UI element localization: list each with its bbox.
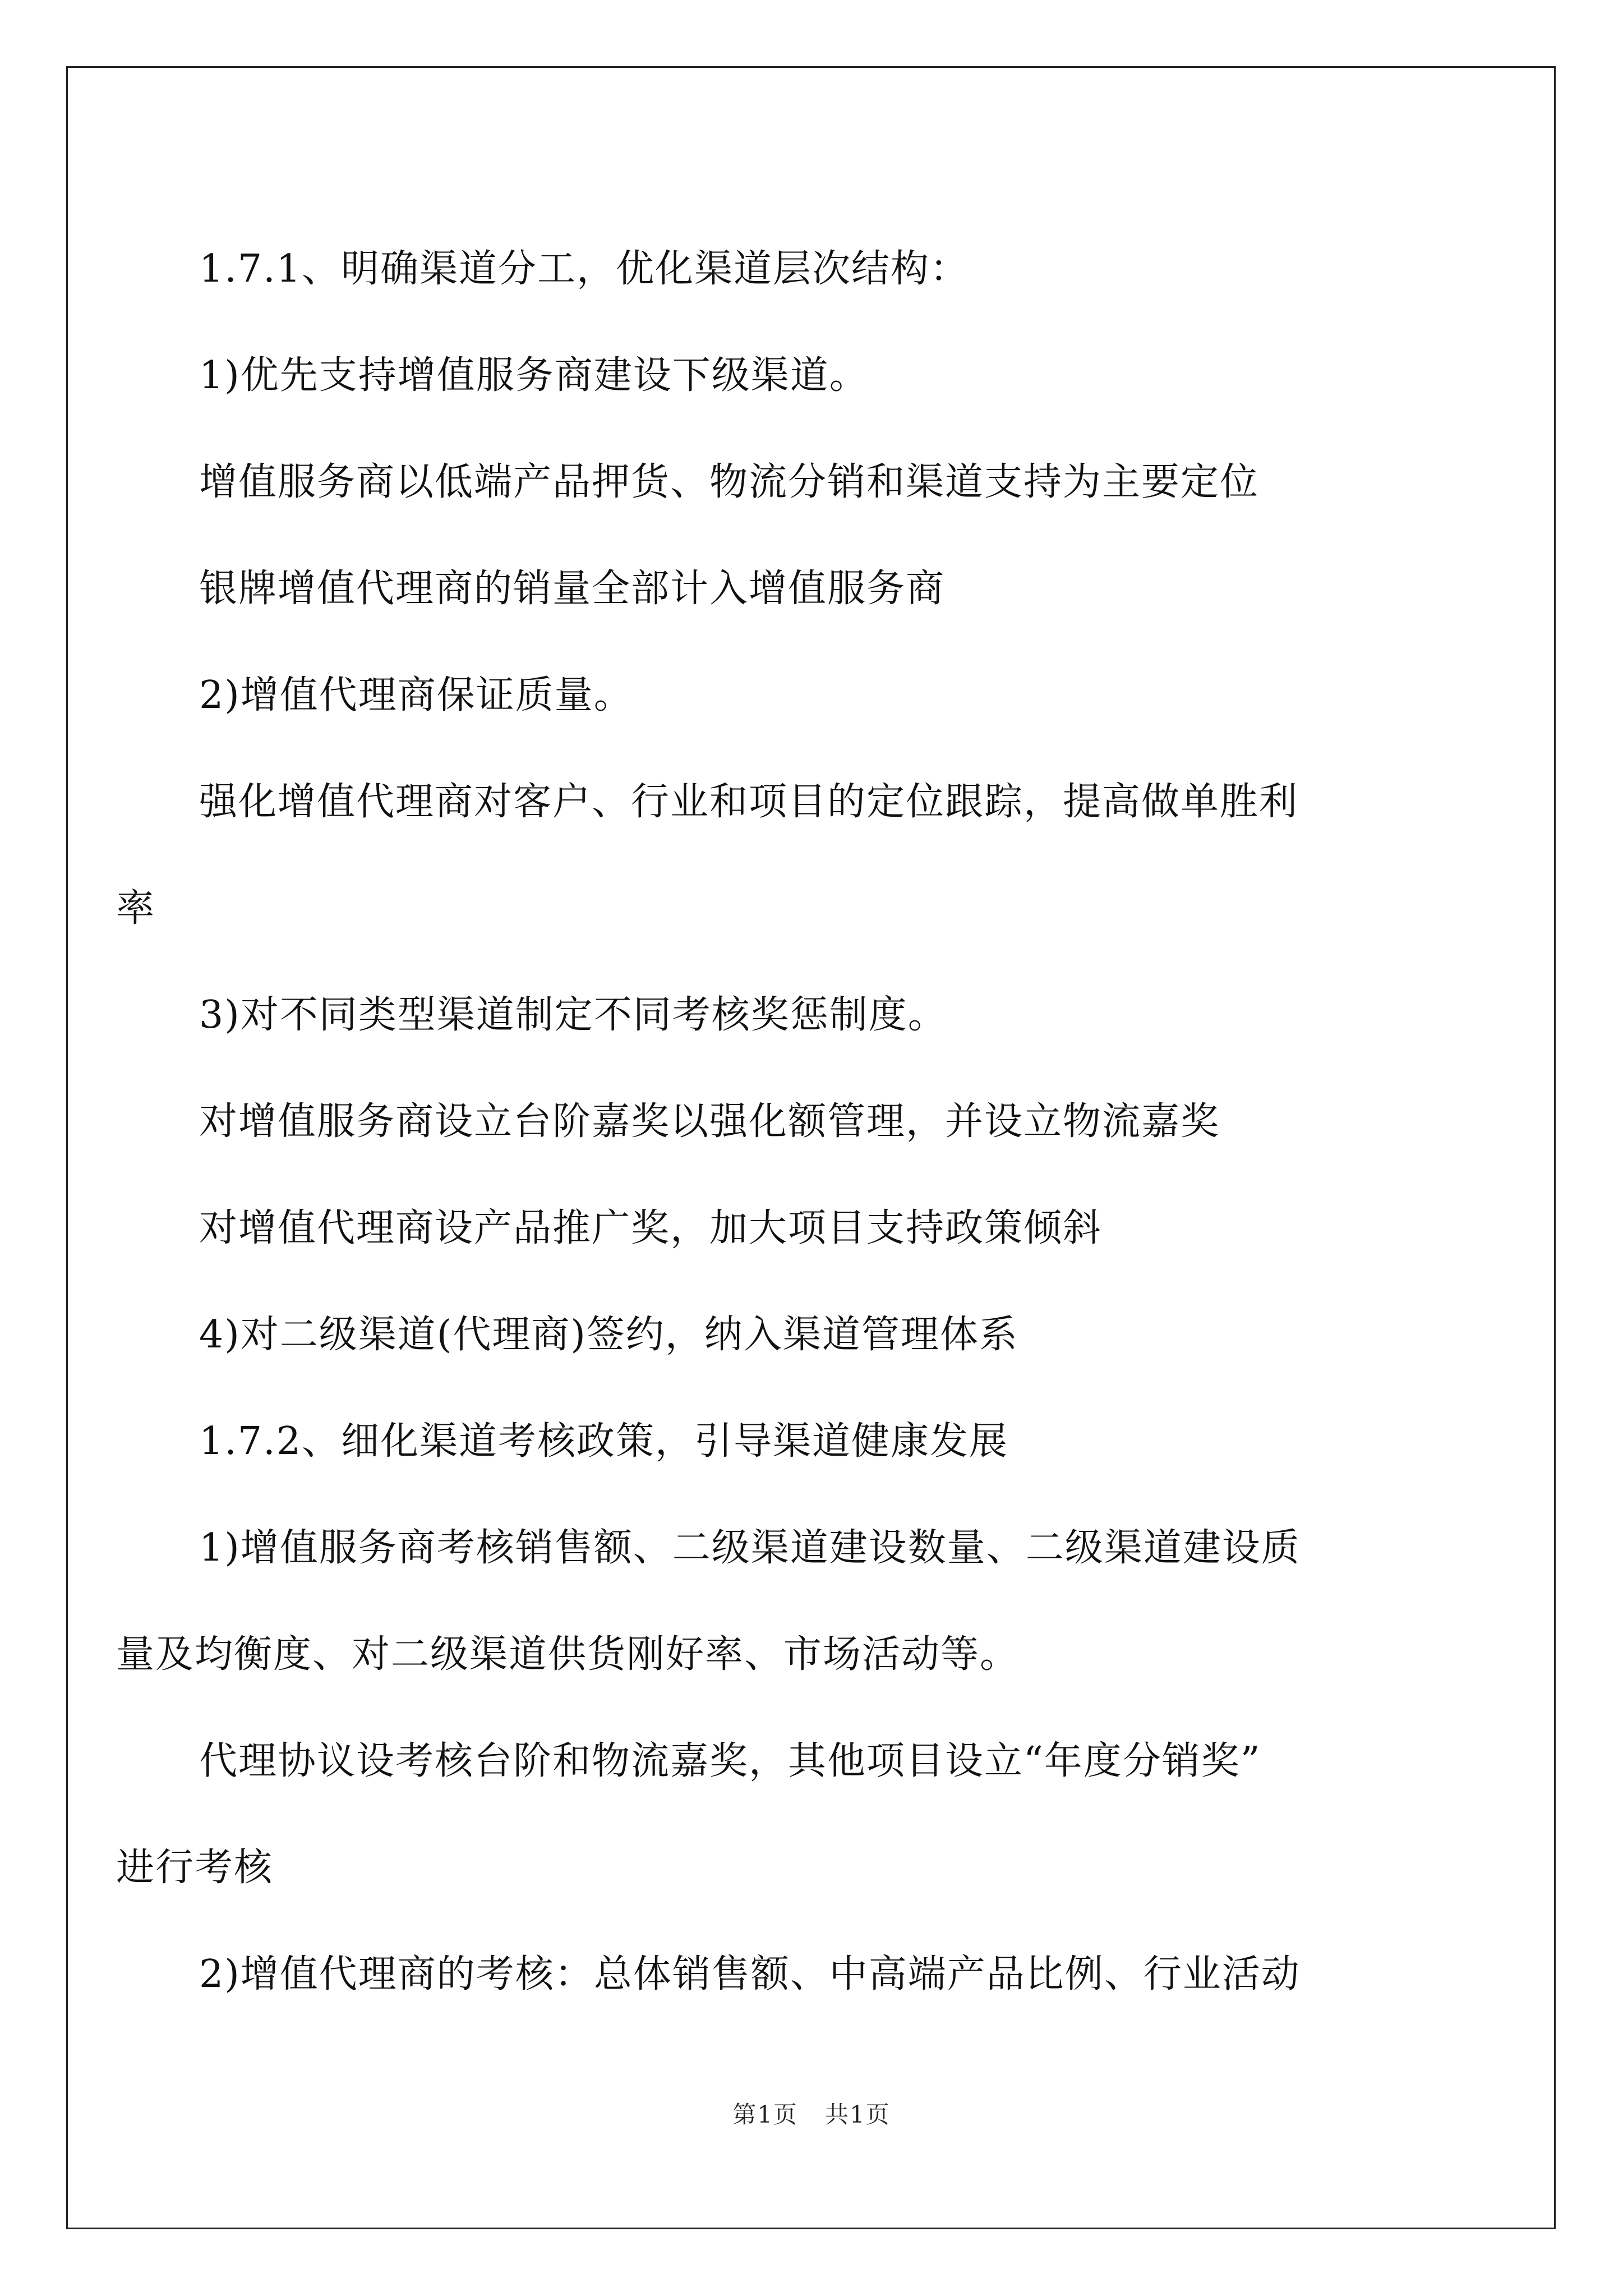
paragraph-continuation: 进行考核 (116, 1846, 274, 1890)
paragraph-continuation: 量及均衡度、对二级渠道供货刚好率、市场活动等。 (116, 1632, 1020, 1677)
paragraph: 对增值服务商设立台阶嘉奖以强化额管理，并设立物流嘉奖 (199, 1099, 1220, 1144)
paragraph: 银牌增值代理商的销量全部计入增值服务商 (199, 567, 946, 611)
paragraph: 1)优先支持增值服务商建设下级渠道。 (199, 353, 869, 398)
paragraph: 对增值代理商设产品推广奖，加大项目支持政策倾斜 (199, 1206, 1103, 1250)
document-body (116, 216, 1461, 2028)
paragraph: 1)增值服务商考核销售额、二级渠道建设数量、二级渠道建设质 (199, 1526, 1301, 1570)
paragraph: 代理协议设考核台阶和物流嘉奖，其他项目设立“年度分销奖” (199, 1739, 1261, 1783)
paragraph-continuation: 率 (116, 886, 156, 931)
paragraph: 2)增值代理商保证质量。 (199, 673, 633, 717)
page-number: 第1页 (732, 2101, 798, 2128)
paragraph: 强化增值代理商对客户、行业和项目的定位跟踪，提高做单胜利 (199, 780, 1299, 824)
paragraph-heading-1-7-2: 1.7.2、细化渠道考核政策，引导渠道健康发展 (199, 1419, 1009, 1464)
paragraph-heading-1-7-1: 1.7.1、明确渠道分工，优化渠道层次结构： (199, 247, 970, 291)
page-footer (0, 2098, 1623, 2132)
page-total: 共1页 (825, 2101, 891, 2128)
paragraph: 4)对二级渠道(代理商)签约，纳入渠道管理体系 (199, 1313, 1018, 1357)
paragraph: 3)对不同类型渠道制定不同考核奖惩制度。 (199, 993, 947, 1037)
paragraph: 2)增值代理商的考核：总体销售额、中高端产品比例、行业活动 (199, 1952, 1301, 1996)
paragraph: 增值服务商以低端产品押货、物流分销和渠道支持为主要定位 (199, 460, 1260, 504)
